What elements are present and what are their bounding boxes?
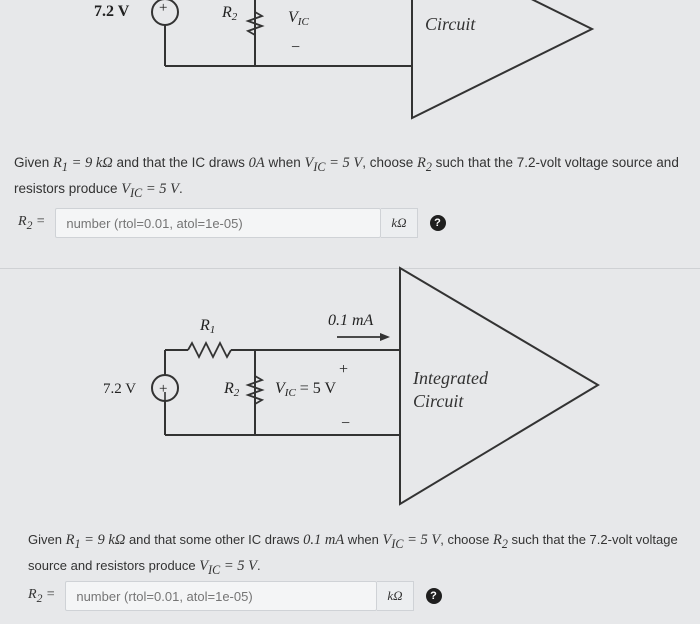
- help-icon[interactable]: ?: [430, 215, 446, 231]
- answer1-label: $R_2$ =: [18, 214, 46, 232]
- top-source-label: 7.2 V: [94, 3, 130, 20]
- ic-label-line1: Integrated: [413, 368, 488, 388]
- top-source-plus: +: [159, 0, 168, 16]
- help-icon-2[interactable]: ?: [426, 588, 442, 604]
- vic-plus-sign: +: [339, 361, 349, 378]
- c2-source-label: 7.2 V: [103, 381, 137, 397]
- question1-text: Given $R_1 = 9$ kΩ and that the IC draws 0A when $V_{IC} = 5$ V, choose $R_2$ such that the 7.2-volt voltage source and resistors produce $V_{IC} = 5$ V.: [14, 155, 679, 200]
- top-ic-label: Circuit: [425, 14, 476, 34]
- vic-label: VIC = 5 V: [275, 380, 337, 399]
- question2-text: Given $R_1 = 9$ kΩ and that some other IC draws 0.1 mA when $V_{IC} = 5$ V, choose $R_2$ such that the 7.2-volt voltage source and resistors produce $V_{IC} = 5$ V.: [28, 532, 678, 577]
- ic-label-line2: Circuit: [413, 391, 464, 411]
- r1-label: R1: [200, 317, 216, 336]
- top-minus-sign: −: [291, 39, 301, 56]
- top-vic-label: VIC: [288, 9, 309, 28]
- r2-answer-input-2[interactable]: [65, 581, 377, 611]
- r1-resistor-icon: [188, 343, 231, 357]
- current-arrow-icon: [380, 333, 390, 341]
- answer2-label: $R_2$ =: [28, 587, 56, 605]
- c2-r2-label: R2: [224, 380, 240, 399]
- c2-source-plus: +: [159, 381, 168, 397]
- top-r2-label: R2: [222, 4, 238, 23]
- answer2-row: [28, 581, 442, 611]
- answer1-unit: kΩ: [381, 208, 417, 238]
- vic-minus-sign: −: [341, 415, 351, 432]
- answer2-unit: kΩ: [377, 581, 413, 611]
- current-label: 0.1 mA: [328, 312, 374, 329]
